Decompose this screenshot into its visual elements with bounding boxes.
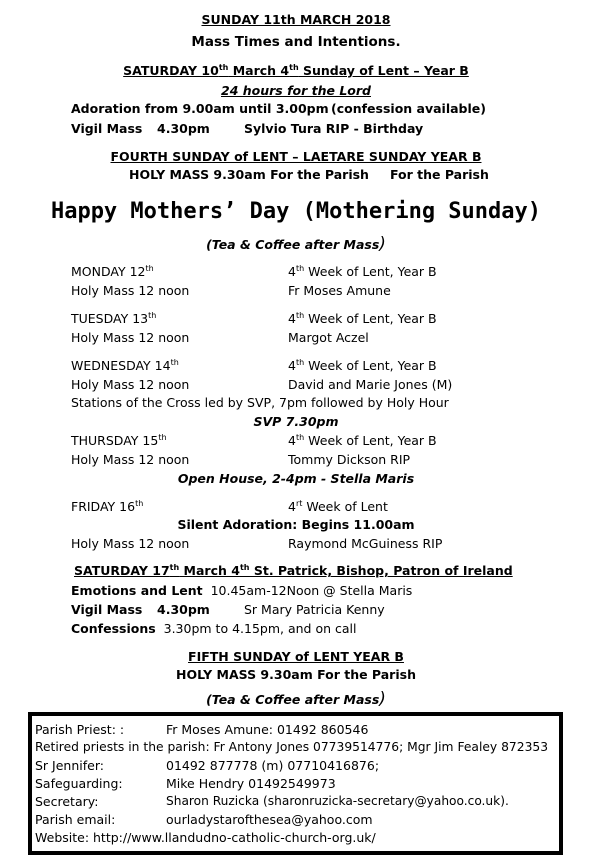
wednesday-mass: Holy Mass 12 noon xyxy=(71,377,190,392)
thursday-week: 4th Week of Lent, Year B xyxy=(288,432,437,448)
mothers-day-banner: Happy Mothers’ Day (Mothering Sunday) xyxy=(50,199,542,224)
tuesday-day: TUESDAY 13th xyxy=(71,310,157,326)
fourth-sunday-mass: HOLY MASS 9.30am For the Parish xyxy=(129,167,369,182)
monday-mass: Holy Mass 12 noon xyxy=(71,283,190,298)
page-title: Mass Times and Intentions. xyxy=(191,34,401,50)
vigil-mass-label: Vigil Mass xyxy=(71,121,143,136)
wednesday-day: WEDNESDAY 14th xyxy=(71,357,179,373)
friday-intention: Raymond McGuiness RIP xyxy=(288,536,443,551)
24-hours-note: 24 hours for the Lord xyxy=(221,83,371,98)
saturday-17-vigil-intention: Sr Mary Patricia Kenny xyxy=(244,602,385,617)
thursday-mass: Holy Mass 12 noon xyxy=(71,452,190,467)
monday-intention: Fr Moses Amune xyxy=(288,283,391,298)
emotions-and-lent: Emotions and Lent 10.45am-12Noon @ Stella Maris xyxy=(71,583,413,598)
fourth-sunday-intention: For the Parish xyxy=(390,167,489,182)
thursday-day: THURSDAY 15th xyxy=(71,432,167,448)
wednesday-intention: David and Marie Jones (M) xyxy=(288,377,453,392)
friday-day: FRIDAY 16th xyxy=(71,498,144,514)
friday-mass: Holy Mass 12 noon xyxy=(71,536,190,551)
fifth-sunday-tea-note: (Tea & Coffee after Mass) xyxy=(206,689,386,709)
tuesday-week: 4th Week of Lent, Year B xyxy=(288,310,437,326)
saturday-vigil-heading: SATURDAY 10th March 4th Sunday of Lent – Year B xyxy=(123,62,469,78)
tuesday-mass: Holy Mass 12 noon xyxy=(71,330,190,345)
website-link[interactable]: Website: http://www.llandudno-catholic-church-org.uk/ xyxy=(35,830,376,845)
stations-of-the-cross: Stations of the Cross led by SVP, 7pm followed by Holy Hour xyxy=(71,395,449,410)
fourth-sunday-heading: FOURTH SUNDAY of LENT – LAETARE SUNDAY YEAR B xyxy=(110,149,482,164)
open-house-note: Open House, 2-4pm - Stella Maris xyxy=(177,471,415,486)
safeguarding-label: Safeguarding: xyxy=(35,776,123,791)
friday-week: $4^{rt}$ Week of Lent xyxy=(288,498,388,514)
vigil-mass-intention: Sylvio Tura RIP - Birthday xyxy=(244,121,424,136)
confession-note: (confession available) xyxy=(331,101,486,116)
vigil-mass-time: 4.30pm xyxy=(157,121,210,136)
monday-day: MONDAY 12th xyxy=(71,263,154,279)
saturday-17-heading: SATURDAY 17th March 4th St. Patrick, Bishop, Patron of Ireland xyxy=(74,562,513,578)
secretary-value[interactable]: Sharon Ruzicka (sharonruzicka-secretary@yahoo.co.uk). xyxy=(166,794,509,808)
parish-email-link[interactable]: ourladystarofthesea@yahoo.com xyxy=(166,812,373,827)
fifth-sunday-mass: HOLY MASS 9.30am For the Parish xyxy=(176,667,416,682)
tea-coffee-note: (Tea & Coffee after Mass) xyxy=(206,234,386,254)
fifth-sunday-heading: FIFTH SUNDAY of LENT YEAR B xyxy=(188,649,404,664)
adoration-line: Adoration from 9.00am until 3.00pm xyxy=(71,101,329,116)
saturday-17-vigil-label: Vigil Mass xyxy=(71,602,143,617)
monday-week: 4th Week of Lent, Year B xyxy=(288,263,437,279)
bulletin-date: SUNDAY 11th MARCH 2018 xyxy=(201,12,391,27)
saturday-17-vigil-time: 4.30pm xyxy=(157,602,210,617)
parish-priest-value: Fr Moses Amune: 01492 860546 xyxy=(166,722,369,737)
sr-jennifer-value: 01492 877778 (m) 07710416876; xyxy=(166,758,380,773)
secretary-label: Secretary: xyxy=(35,794,99,809)
confessions-line: Confessions 3.30pm to 4.15pm, and on call xyxy=(71,621,357,636)
sr-jennifer-label: Sr Jennifer: xyxy=(35,758,104,773)
tuesday-intention: Margot Aczel xyxy=(288,330,369,345)
wednesday-week: 4th Week of Lent, Year B xyxy=(288,357,437,373)
silent-adoration: Silent Adoration: Begins 11.00am xyxy=(177,517,415,532)
parish-email-label: Parish email: xyxy=(35,812,116,827)
svp-time: SVP 7.30pm xyxy=(253,414,339,429)
thursday-intention: Tommy Dickson RIP xyxy=(288,452,411,467)
safeguarding-value: Mike Hendry 01492549973 xyxy=(166,776,336,791)
retired-priests: Retired priests in the parish: Fr Antony Jones 07739514776; Mgr Jim Fealey 872353 xyxy=(35,740,549,754)
parish-priest-label: Parish Priest: : xyxy=(35,722,125,737)
